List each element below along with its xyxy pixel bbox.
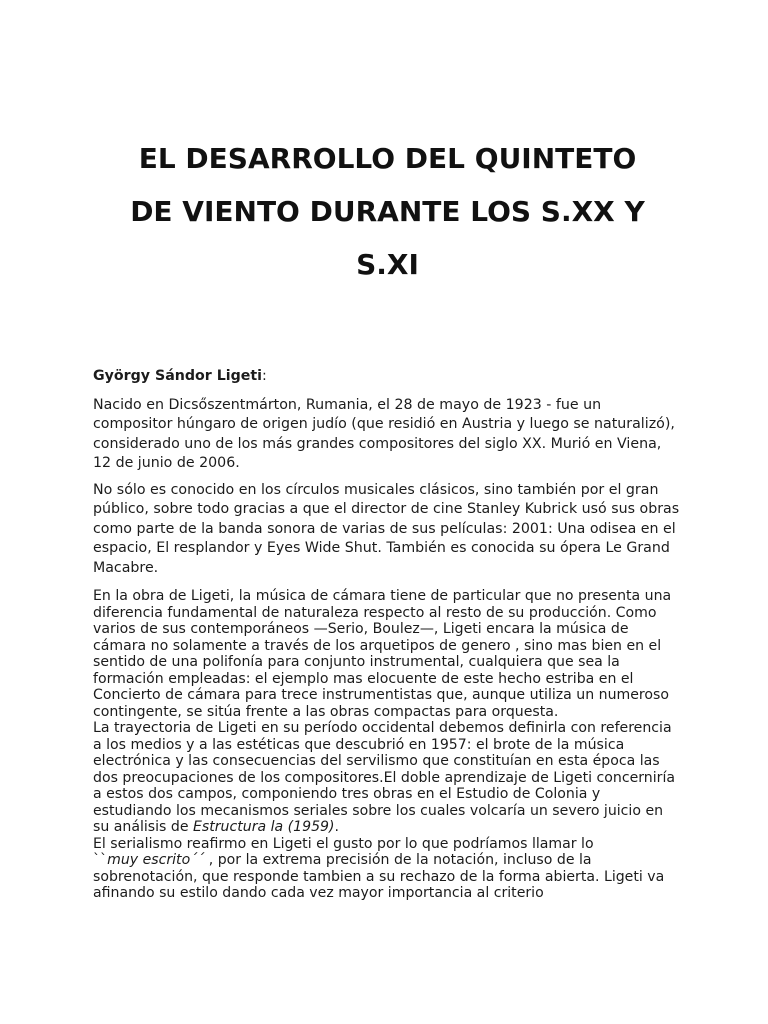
trajectory-work-title: Estructura la (1959) bbox=[192, 819, 335, 835]
title-line-3: S.XI bbox=[356, 248, 419, 281]
serialism-text-after: , por la extrema precisión de la notación, incluso de la sobrenotación, que responde tambien a su rechazo de la forma abierta. Ligeti va afinando su estilo dando cada vez mayor importancia al criterio bbox=[93, 852, 665, 901]
heading-colon: : bbox=[262, 368, 267, 384]
document-title bbox=[93, 132, 682, 291]
paragraph-popularity: No sólo es conocido en los círculos musicales clásicos, sino también por el gran público, sobre todo gracias a que el director de cine Stanley Kubrick usó sus obras como parte de la banda sonora de varias de sus películas: 2001: Una odisea en el espacio, El resplandor y Eyes Wide Shut. También es conocida su ópera Le Grand Macabre. bbox=[93, 481, 680, 576]
paragraph-serialism bbox=[93, 836, 682, 902]
section-heading bbox=[93, 367, 682, 387]
paragraph-biography: Nacido en Dicsőszentmárton, Rumania, el 28 de mayo de 1923 - fue un compositor húngaro de origen judío (que residió en Austria y luego se naturalizó), considerado uno de los más grandes compositores del siglo XX. Murió en Viena, 12 de junio de 2006. bbox=[93, 396, 675, 471]
title-line-2: DE VIENTO DURANTE LOS S.XX Y bbox=[130, 195, 645, 228]
serialism-quote-open: `` bbox=[93, 852, 108, 868]
serialism-text-before: El serialismo reafirmo en Ligeti el gusto por lo que podríamos llamar lo bbox=[93, 835, 594, 852]
trajectory-end: . bbox=[334, 819, 339, 835]
paragraph-trajectory bbox=[93, 720, 682, 836]
paragraph-chamber-music: En la obra de Ligeti, la música de cámara tiene de particular que no presenta una diferencia fundamental de naturaleza respecto al resto de su producción. Como varios de sus contemporáneos —Serio, Boulez—, Ligeti encara la música de cámara no solamente a través de los arquetipos de genero , sino mas bien en el sentido de una polifonía para conjunto instrumental, cualquiera que sea la formación empleadas: el ejemplo mas elocuente de este hecho estriba en el Concierto de cámara para trece instrumentistas que, aunque utiliza un numeroso contingente, se sitúa frente a las obras compactas para orquesta. bbox=[93, 588, 672, 720]
composer-name: György Sándor Ligeti bbox=[93, 368, 263, 384]
trajectory-text: La trayectoria de Ligeti en su período occidental debemos definirla con referencia a los medios y a las estéticas que descubrió en 1957: el brote de la música electrónica y las consecuencias del servilismo que constituían en esta época las dos preocupaciones de los compositores.El doble aprendizaje de Ligeti concerniría a estos dos campos, componiendo tres obras en el Estudio de Colonia y estudiando los mecanismos seriales sobre los cuales volcaría un severo juicio en su análisis de bbox=[93, 720, 675, 835]
document-body bbox=[93, 367, 682, 902]
serialism-italic-phrase: muy escrito´´ bbox=[107, 852, 205, 868]
title-line-1: EL DESARROLLO DEL QUINTETO bbox=[138, 142, 637, 175]
